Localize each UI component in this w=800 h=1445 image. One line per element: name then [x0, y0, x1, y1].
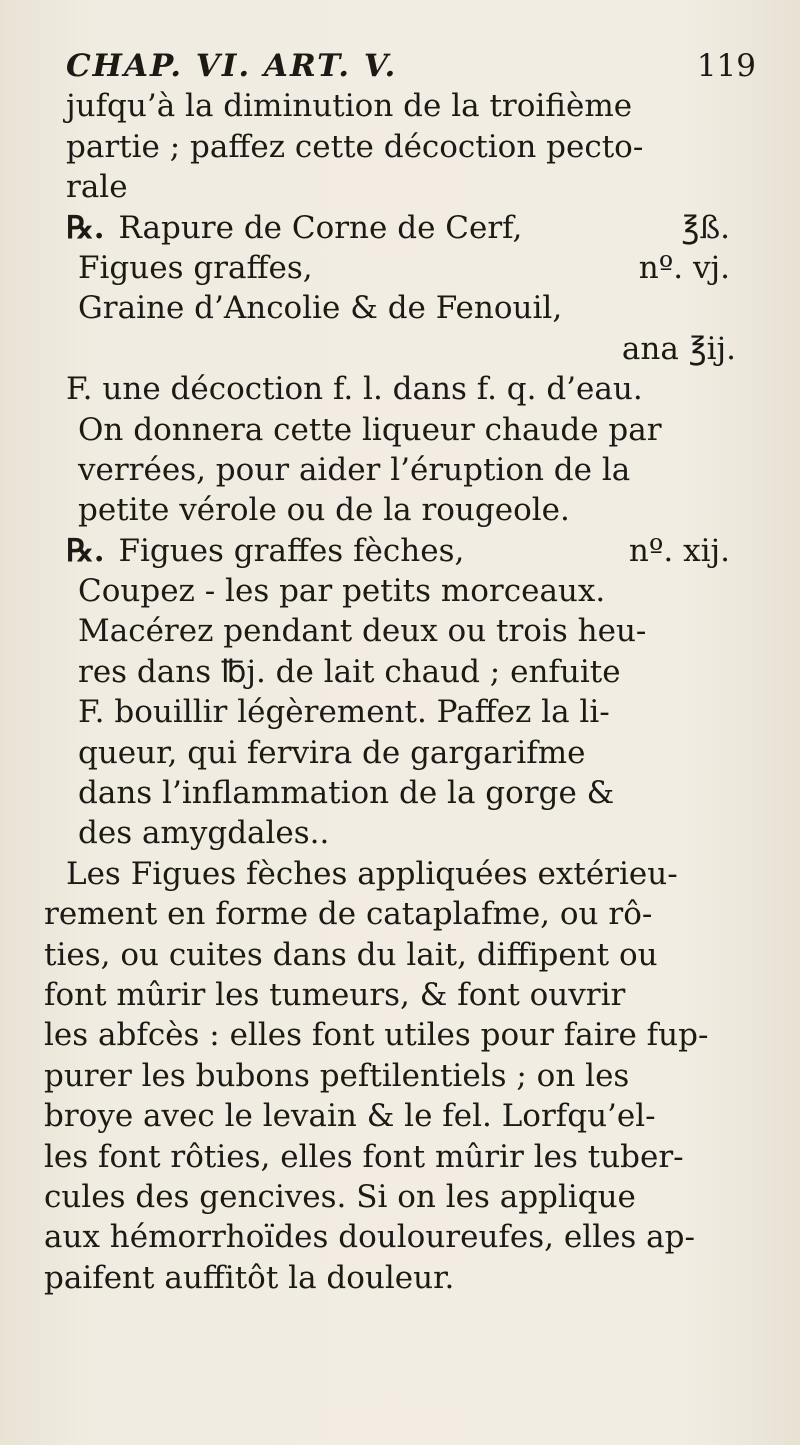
text-line: jufqu’à la diminution de la troifième	[66, 88, 633, 125]
text-line: F. bouillir légèrement. Paffez la li-	[78, 694, 610, 731]
recipe-line	[66, 208, 766, 248]
text-line: Macérez pendant deux ou trois heu-	[78, 613, 647, 650]
recipe-symbol: ℞.	[66, 532, 105, 569]
text-line: les abfcès : elles font utiles pour faire fup-	[44, 1017, 709, 1054]
text-line: Les Figues fèches appliquées extérieu-	[66, 855, 678, 892]
quantity: nº. vj.	[638, 249, 730, 286]
text-line: purer les bubons peftilentiels ; on les	[44, 1057, 630, 1094]
text-line: F. une décoction f. l. dans f. q. d’eau.	[66, 371, 643, 408]
text-line: petite vérole ou de la rougeole.	[78, 492, 570, 529]
text-line: aux hémorrhoïdes douloureufes, elles ap-	[44, 1219, 695, 1256]
text-line: font mûrir les tumeurs, & font ouvrir	[44, 976, 626, 1013]
text-line: cules des gencives. Si on les applique	[44, 1178, 636, 1215]
text-block	[44, 46, 766, 1298]
text-line: rale	[66, 169, 128, 206]
quantity: ana ℥ij.	[621, 330, 736, 367]
text-line: queur, qui fervira de gargarifme	[78, 734, 586, 771]
text-line: verrées, pour aider l’éruption de la	[78, 451, 631, 488]
text-line: paifent auffitôt la douleur.	[44, 1259, 455, 1296]
text-line: Coupez - les par petits morceaux.	[78, 573, 606, 610]
ingredient: Figues graffes fèches,	[118, 532, 465, 569]
ingredient: Figues graffes,	[78, 249, 313, 286]
text-line: broye avec le levain & le fel. Lorfqu’el-	[44, 1098, 656, 1135]
text-line: les font rôties, elles font mûrir les tuber-	[44, 1138, 684, 1175]
running-header	[66, 46, 766, 86]
quantity: nº. xij.	[628, 532, 730, 569]
page-number: 119	[696, 48, 756, 84]
text-line: rement en forme de cataplafme, ou rô-	[44, 896, 653, 933]
recipe-line	[66, 248, 766, 288]
text-line: On donnera cette liqueur chaude par	[78, 411, 662, 448]
text-line: ties, ou cuites dans du lait, diffipent ou	[44, 936, 658, 973]
running-title: CHAP. VI. ART. V.	[66, 48, 398, 84]
text-line: res dans ℔j. de lait chaud ; enfuite	[78, 653, 621, 690]
text-line: partie ; paffez cette décoction pecto-	[66, 128, 644, 165]
recipe-line	[66, 531, 766, 571]
recipe-symbol: ℞.	[66, 209, 105, 246]
text-line: des amygdales..	[78, 815, 330, 852]
text-line: dans l’inflammation de la gorge &	[78, 775, 615, 812]
quantity: ℥ß.	[681, 209, 730, 246]
ingredient: Graine d’Ancolie & de Fenouil,	[78, 290, 563, 327]
ingredient: Rapure de Corne de Cerf,	[118, 209, 523, 246]
